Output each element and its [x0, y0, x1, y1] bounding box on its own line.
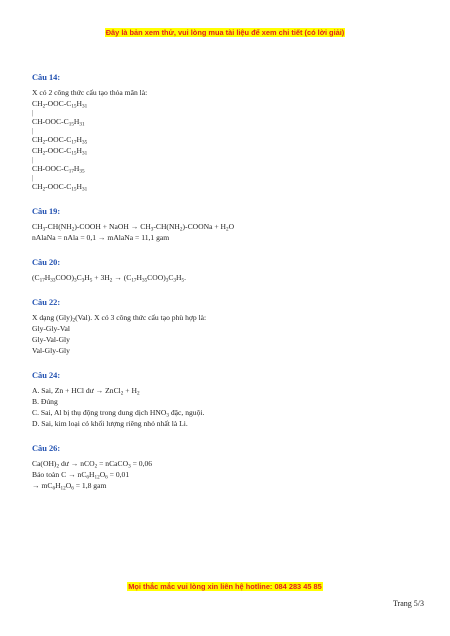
answer-line: → $mC_6H_{12}O_6 = 1,8$ gam: [32, 481, 107, 492]
question-title: Câu 24:: [32, 371, 61, 380]
answer-line: B. Đúng: [32, 397, 58, 406]
formula-line: $CH_2-OOC-C_{17}H_{35}$: [32, 135, 88, 146]
answer-line: $Ca(OH)_2$ dư → nCO$_2$ = nCaCO$_3$ = 0,06: [32, 459, 153, 470]
hotline-notice-banner: [0, 582, 450, 591]
hotline-notice-text: Mọi thắc mắc vui lòng xin liên hệ hotline: 084 283 45 85: [128, 582, 322, 591]
question-title: Câu 22:: [32, 298, 61, 307]
formula-line: $CH_2-OOC-C_{15}H_{31}$: [32, 182, 88, 193]
bond-line: |: [32, 108, 34, 117]
answer-line: C. Sai, Al bị thụ động trong dung dịch $HNO_3$ đặc, nguội.: [32, 408, 205, 419]
page-number: Trang 5/3: [392, 599, 424, 608]
answer-line: X dạng $(Gly)_2(Val)$. X có 3 công thức cấu tạo phù hợp là:: [32, 313, 207, 324]
question-block: [32, 370, 422, 429]
equation-line: $CH_3-CH(NH_2)$-COOH + NaOH → $CH_3-CH(NH_2)$-COONa + $H_2O$: [32, 222, 235, 233]
answer-line: Bảo toàn $C \to nC_6H_{12}O_6 = 0,01$: [32, 470, 130, 481]
answer-line: Gly-Val-Gly: [32, 335, 70, 344]
answer-line: A. Sai, Zn + HCl dư → ZnCl$_2$ + $H_2$: [32, 386, 140, 397]
question-block: [32, 443, 422, 491]
question-title: Câu 26:: [32, 444, 61, 453]
formula-line: $CH-OOC-C_{17}H_{35}$: [32, 164, 85, 175]
answer-line: Val-Gly-Gly: [32, 346, 70, 355]
bond-line: |: [32, 126, 34, 135]
preview-notice-banner: [0, 28, 450, 37]
answer-line: nAlaNa = nAla = 0,1 → mAlaNa = 11,1 gam: [32, 233, 170, 242]
question-block: [32, 297, 422, 356]
formula-line: $CH_2-OOC-C_{15}H_{31}$: [32, 99, 88, 110]
answer-line: Gly-Gly-Val: [32, 324, 70, 333]
bond-line: |: [32, 155, 34, 164]
document-body: [32, 72, 422, 491]
answer-line: D. Sai, kim loại có khối lượng riêng nhỏ nhất là Li.: [32, 419, 188, 428]
bond-line: |: [32, 173, 34, 182]
question-block: [32, 206, 422, 243]
question-block: [32, 257, 422, 283]
question-block: [32, 72, 422, 192]
question-title: Câu 20:: [32, 258, 61, 267]
question-title: Câu 14:: [32, 73, 61, 82]
formula-line: $CH_2-OOC-C_{15}H_{31}$: [32, 146, 88, 157]
preview-notice-text: Đây là bản xem thử, vui lòng mua tài liệu để xem chi tiết (có lời giải): [105, 28, 345, 37]
answer-line: X có 2 công thức cấu tạo thỏa mãn là:: [32, 88, 148, 97]
question-title: Câu 19:: [32, 207, 61, 216]
equation-line: $(C_{17}H_{33}COO)_3C_3H_5 + 3H_2 \to (C_{17}H_{35}COO)_3C_3H_5$.: [32, 273, 186, 284]
formula-line: $CH-OOC-C_{15}H_{31}$: [32, 117, 85, 128]
